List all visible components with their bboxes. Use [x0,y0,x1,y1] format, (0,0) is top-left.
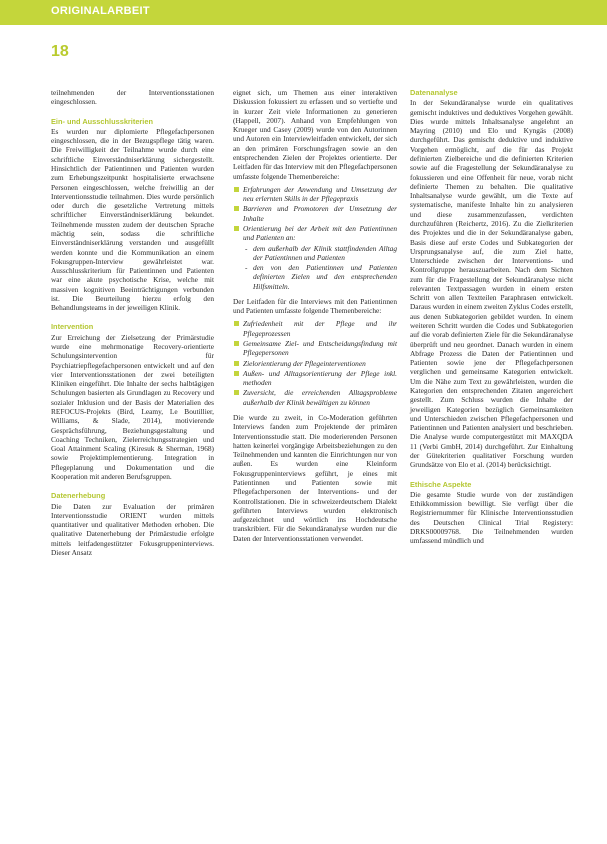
page-number: 18 [51,43,69,60]
list-item-text: Zufriedenheit mit der Pflege und ihr Pflegeprozessen [243,319,397,338]
paragraph: Zur Erreichung der Zielsetzung der Primärstudie wurde eine mehrmonatige Recovery-orientierte Schulungsintervention für Psychiatriepflegefachpersonen entwickelt und auf den vier Interventionsstationen der zwei beteiligten Kliniken eingeführt. Die Inhalte der sechs halbtägigen Schulungen basierten als Grundlagen zu Recovery und sozialer Inklusion und der Basis der Materialien des REFOCUS-Projekts (Bird, Leamy, Le Boutillier, Williams, & Slade, 2014), motivierende Gesprächsführung, Beziehungsgestaltung und Coaching Techniken, Zielerreichungsstrategien und Goal Attainment Scaling (Kiresuk & Sherman, 1968) sowie Projektimplementierung. Integration in Pflegeplanung und Dokumentation und die Kooperation mit anderen Berufsgruppen. [51,332,214,481]
bullet-square-icon [234,361,239,366]
dash-icon: - [245,243,248,253]
paragraph: Es wurden nur diplomierte Pflegefachpersonen eingeschlossen, die in der Bezugspflege tätig waren. Die Freiwilligkeit der Teilnahme wurde durch eine schriftliche Einverständniserklärung sichergestellt. Hinsichtlich der Patientinnen und Patienten wurden zum Erhebungszeitpunkt hospitalisierte erwachsene Personen eingeschlossen, welche freiwillig an der Interventionsstudie teilnahmen. Dies wurde persönlich oder durch die gesetzliche Vertretung mittels schriftlicher Einverständniserklärung bekundet. Teilnehmende mussten zudem der deutschen Sprache mächtig sein, sodass die schriftliche Einverständniserklärung verstanden und ausgefüllt werden konnte und die Kommunikation an einem Fokusgruppen-Interview gewährleistet war. Ausschlusskriterium für Patientinnen und Patienten war eine akute psychotische Krise, welche mit massiven kognitiven Beeinträchtigungen verbunden ist. Die Beurteilung hierzu erfolg den Behandlungsteams in der jeweiligen Klinik. [51,126,214,313]
bullet-square-icon [234,206,239,211]
paragraph: eignet sich, um Themen aus einer interaktiven Diskussion fokussiert zu erfassen und so vertiefte und in kurzer Zeit viele Informationen zu generieren (Happell, 2007). Anhand von Empfehlungen von Krueger und Casey (2009) wurde von den Autorinnen und Autoren ein Interviewleitfaden entwickelt, der sich an den primären Forschungsfragen sowie an den entsprechenden Zielen der Projektes orientierte. Der Leitfaden für das Interview mit den Pflegefachpersonen umfasste folgende Themenbereiche: [233,88,397,181]
bullet-square-icon [234,341,239,346]
bullet-square-icon [234,371,239,376]
text-column-right [410,88,573,546]
section-title: ORIGINALARBEIT [51,5,150,17]
list-item [233,369,397,388]
list-item [233,359,397,368]
bullet-square-icon [234,321,239,326]
bullet-square-icon [234,187,239,192]
paragraph: Die gesamte Studie wurde von der zuständigen Ethikkommission bewilligt. Sie verfügt über die Registriernummer für Klinische Interventionsstudien des Deutschen Clinical Trial Registery: DRKS00009768. Die Teilnehmenden wurden umfassend mündlich und [410,489,573,546]
text-column-left [51,88,214,557]
list-item-text: Barrieren und Promotoren der Umsetzung der Inhalte [243,204,397,223]
list-item [233,388,397,407]
text-column-middle [233,88,397,543]
list-item [233,185,397,204]
list-item [233,339,397,358]
list-subitem [233,263,397,291]
bullet-list [233,319,397,407]
paragraph: Die wurde zu zweit, in Co-Moderation geführten Interviews fanden zum Projektende der primären Interventionsstudie statt. Die moderierenden Personen hatten keinerlei vorgängige Arbeitsbeziehungen zu den Teilnehmenden und kannten die Einrichtungen nur von außen. Es wurden eine Kleinform Fokusgruppeninterviews geführt, je eines mit Patientinnen und Patienten sowie mit Pflegefachpersonen der Interventions- und der Kontrollstationen. Die in schweizerdeutschem Dialekt geführten Interviews wurden elektronisch aufgezeichnet und wörtlich ins Hochdeutsche transkribiert. Für die Sekundäranalyse wurden nur die Daten der Interventionsstationen verwendet. [233,413,397,543]
list-item-text: Erfahrungen der Anwendung und Umsetzung der neu erlernten Skills in der Pflegepraxis [243,184,397,204]
list-item-text: Zielorientierung der Pflegeinterventionen [243,358,366,368]
list-item [233,204,397,223]
list-item-text: Zuversicht, die erreichenden Alltagsprobleme außerhalb der Klinik bewältigen zu können [243,388,397,407]
paragraph: In der Sekundäranalyse wurde ein qualitatives gemischt induktives und deduktives Vorgehen gewählt. Dies wurde mittels Inhaltsanalyse angelehnt an Mayring (2010) und Elo und Kyngäs (2008) durchgeführt. Das gemischt deduktive und induktive Vorgehen ermöglicht, auf die für das Projekt definierten Zielbereiche und die definierten Kriterien sowie auf die Fragestellung der Sekundäranalyse zu fokussieren und eine Offenheit für neue, vorab nicht definierte Themen zu behalten. Die qualitative Inhaltsanalyse wurde gewählt, um die Texte auf systematische, manifeste Inhalte hin zu analysieren und diese zusammenzufassen, verdichten durchzuführen (Reichertz, 2016). Zu die Zielkriterien des Projektes und die in der Sekundäranalyse gaben, Basis diese auf erste Codes und Subkategorien der Ursprungsanalyse auf, die zum Ziel hatte, Unterschiede zwischen der Interventions- und Kontrollgruppe herauszuarbeiten. Nach dem Sichten zum für die Fragestellung der Sekundäranalyse nicht relevanten Textpassagen wurden in einem ersten Schritt von allen Textteilen Paraphrasen entwickelt. Daraus wurden in einem zweiten Zyklus Codes erstellt, aus denen Subkategorien gebildet wurden. In einem weiteren Schritt wurden die Codes und Subkategorien auf die vorab definierten Ziele für die Sekundäranalyse überprüft und neu geordnet. Danach wurden in einem Abfrage Prozess die Daten der Patientinnen und Patienten sowie jene der Pflegefachpersonen verglichen und gemeinsame Kategorien entwickelt. Um die Nähe zum Text zu gewährleisten, wurden die Kategorien den entsprechenden Zitaten angereichert gestellt. Zum Schluss wurden die Inhalte der jeweiligen Kategorien bezüglich Gemeinsamkeiten und Unterschieden zwischen Pflegefachpersonen und Patientinnen und Patienten analysiert und beschrieben. Die Analyse wurde computergestützt mit MAXQDA 11 (Verbi GmbH, 2014) durchgeführt. Zur Einhaltung der Gütekriterien qualitativer Forschung wurden Grundsätze von Elo et al. (2014) berücksichtigt. [410,98,573,470]
paragraph: Der Leitfaden für die Interviews mit den Patientinnen und Patienten umfasste folgende Themenbereiche: [233,296,397,316]
list-item [233,319,397,338]
list-item-text: dem außerhalb der Klinik stattfindenden Alltag der Patientinnen und Patienten [253,243,397,262]
section-header-bar [0,0,607,25]
list-subitem [233,244,397,263]
section-heading: Datenerhebung [51,491,106,501]
list-item-text: Gemeinsame Ziel- und Entscheidungsfindung mit Pflegepersonen [243,339,397,358]
paragraph: teilnehmenden der Interventionsstationen eingeschlossen. [51,88,214,107]
bullet-square-icon [234,390,239,395]
list-item-text: Orientierung bei der Arbeit mit den Patientinnen und Patienten an: [243,223,397,243]
section-heading: Ein- und Ausschlusskriterien [51,116,153,126]
bullet-square-icon [234,226,239,231]
dash-icon: - [245,263,248,273]
section-heading: Intervention [51,322,94,332]
section-heading: Ethische Aspekte [410,479,472,489]
bullet-list [233,185,397,291]
section-heading: Datenanalyse [410,88,458,97]
list-item-text: den von den Patientinnen und Patienten definierten Zielen und den entsprechenden Hilfsmitteln. [253,263,397,291]
list-item [233,224,397,243]
list-item-text: Außen- und Alltagsorientierung der Pflege inkl. methoden [243,368,397,388]
paragraph: Die Daten zur Evaluation der primären Interventionsstudie ORIENT wurden mittels quantitativer und qualitativer Methoden erhoben. Die qualitative Datenerhebung der Primärstudie erfolgte mittels leitfadengestützter Fokusgruppeninterviews. Dieser Ansatz [51,501,214,557]
